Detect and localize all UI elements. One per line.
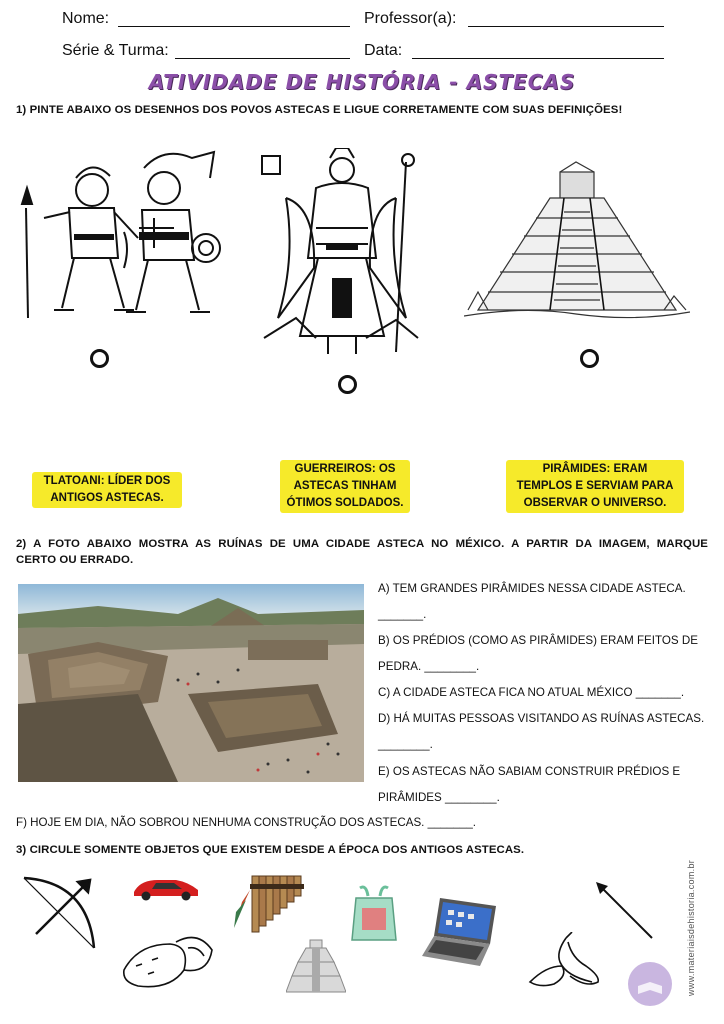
- data-label: Data:: [364, 42, 403, 59]
- data-field[interactable]: [412, 58, 664, 59]
- statement-e-blank[interactable]: PIRÂMIDES ________.: [378, 791, 500, 804]
- spear-icon[interactable]: [592, 878, 656, 942]
- question-2-line1: 2) A FOTO ABAIXO MOSTRA AS RUÍNAS DE UMA CIDADE ASTECA NO MÉXICO. A PARTIR DA IMAGEM, MARQUE: [16, 538, 708, 550]
- nome-field[interactable]: [118, 26, 350, 27]
- statement-d: D) HÁ MUITAS PESSOAS VISITANDO AS RUÍNAS ASTECAS.: [378, 712, 705, 725]
- serie-field[interactable]: [175, 58, 350, 59]
- sweet-potato-icon[interactable]: [118, 930, 216, 992]
- pyramid-illustration: [464, 152, 690, 332]
- pyramid-icon[interactable]: [286, 938, 346, 994]
- statement-f[interactable]: F) HOJE EM DIA, NÃO SOBROU NENHUMA CONSTRUÇÃO DOS ASTECAS. _______.: [16, 816, 476, 829]
- label-tlatoani[interactable]: TLATOANI: LÍDER DOS ANTIGOS ASTECAS.: [32, 472, 182, 508]
- tlatoani-illustration: [256, 148, 424, 362]
- statement-e: E) OS ASTECAS NÃO SABIAM CONSTRUIR PRÉDIOS E: [378, 765, 681, 778]
- page-title: ATIVIDADE DE HISTÓRIA - ASTECAS: [148, 70, 576, 94]
- question-2-line2: CERTO OU ERRADO.: [16, 554, 134, 566]
- professor-field[interactable]: [468, 26, 664, 27]
- site-url: www.materiaisdehistoria.com.br: [686, 859, 696, 996]
- serie-label: Série & Turma:: [62, 42, 169, 59]
- plastic-bag-icon[interactable]: [350, 882, 398, 944]
- answer-circle-3[interactable]: [580, 349, 599, 368]
- statement-c[interactable]: C) A CIDADE ASTECA FICA NO ATUAL MÉXICO _______.: [378, 686, 685, 699]
- statement-d-blank[interactable]: ________.: [378, 738, 433, 751]
- laptop-icon[interactable]: [422, 894, 498, 968]
- statement-b-blank[interactable]: PEDRA. ________.: [378, 660, 480, 673]
- label-guerreiros[interactable]: GUERREIROS: OS ASTECAS TINHAM ÓTIMOS SOLDADOS.: [280, 460, 410, 513]
- bow-arrow-icon[interactable]: [18, 872, 98, 952]
- answer-circle-2[interactable]: [338, 375, 357, 394]
- pan-flute-icon[interactable]: [232, 872, 310, 940]
- logo-badge-icon: [626, 960, 674, 1008]
- teotihuacan-photo: [18, 584, 364, 782]
- warriors-illustration: [14, 148, 226, 330]
- professor-label: Professor(a):: [364, 10, 457, 27]
- answer-circle-1[interactable]: [90, 349, 109, 368]
- statement-a-blank[interactable]: _______.: [378, 608, 427, 621]
- nome-label: Nome:: [62, 10, 110, 27]
- red-car-icon[interactable]: [130, 872, 202, 902]
- label-piramides[interactable]: PIRÂMIDES: ERAM TEMPLOS E SERVIAM PARA OBSERVAR O UNIVERSO.: [506, 460, 684, 513]
- question-1: 1) PINTE ABAIXO OS DESENHOS DOS POVOS ASTECAS E LIGUE CORRETAMENTE COM SUAS DEFINIÇÕES!: [16, 104, 623, 116]
- statement-b: B) OS PRÉDIOS (COMO AS PIRÂMIDES) ERAM FEITOS DE: [378, 634, 698, 647]
- question-3: 3) CIRCULE SOMENTE OBJETOS QUE EXISTEM DESDE A ÉPOCA DOS ANTIGOS ASTECAS.: [16, 844, 525, 856]
- statement-a: A) TEM GRANDES PIRÂMIDES NESSA CIDADE ASTECA.: [378, 582, 686, 595]
